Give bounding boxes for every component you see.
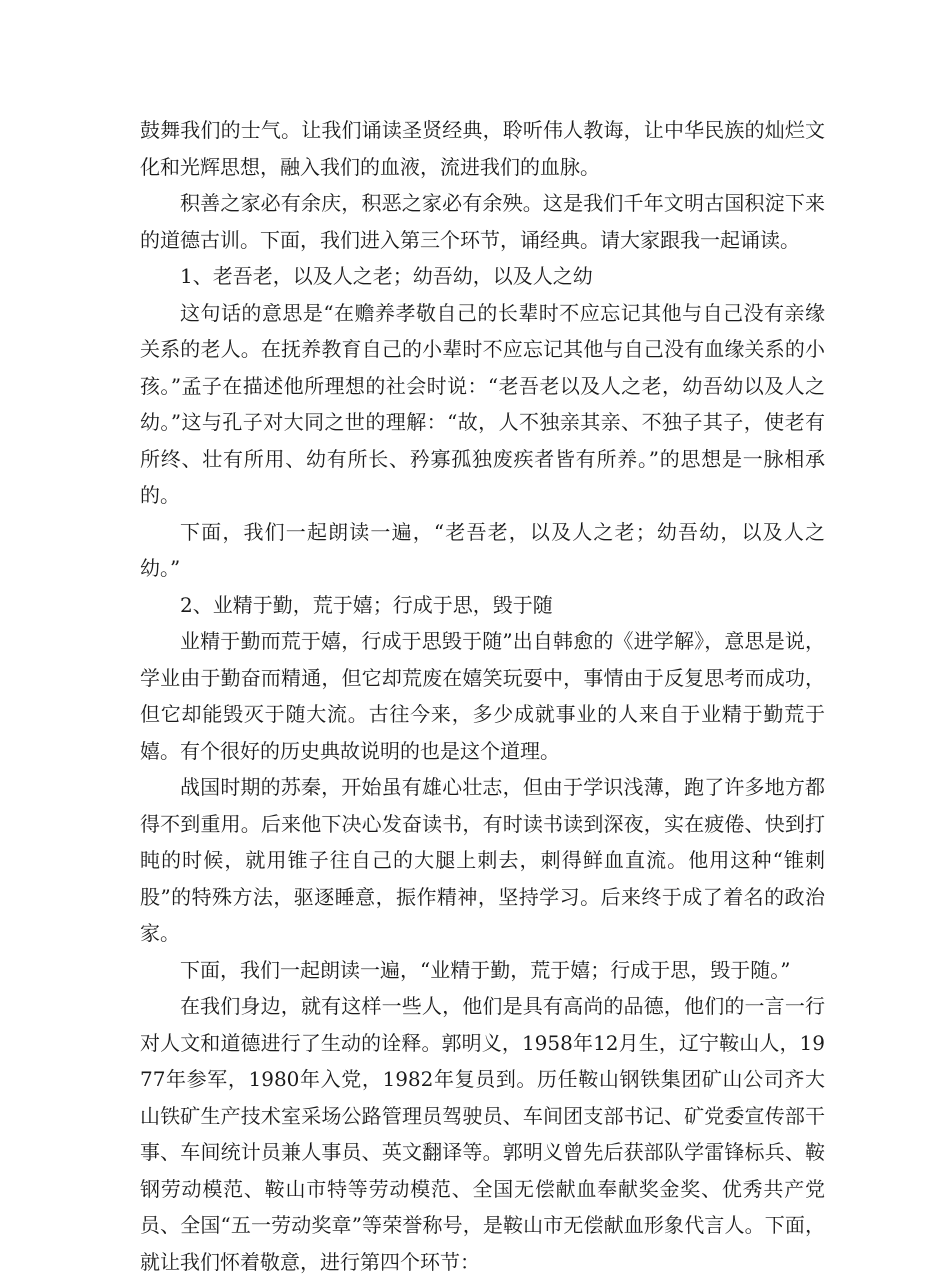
paragraph-explanation-1: 这句话的意思是“在赡养孝敬自己的长辈时不应忘记其他与自己没有亲缘关系的老人。在抚养教育自己的小辈时不应忘记其他与自己没有血缘关系的小孩。”孟子在描述他所理想的社会时说：“老吾老以及人之老，幼吾幼以及人之幼。”这与孔子对大同之世的理解：“故，人不独亲其亲、不独子其子，使老有所终、壮有所用、幼有所长、矜寡孤独废疾者皆有所养。”的思想是一脉相承的。 [140, 300, 825, 507]
paragraph-guo-mingyi: 在我们身边，就有这样一些人，他们是具有高尚的品德，他们的一言一行对人文和道德进行了生动的诠释。郭明义，1958年12月生，辽宁鞍山人，1977年参军，1980年入党，1982年复员到。历任鞍山钢铁集团矿山公司齐大山铁矿生产技术室采场公路管理员驾驶员、车间团支部书记、矿党委宣传部干事、车间统计员兼人事员、英文翻译等。郭明义曾先后获部队学雷锋标兵、鞍钢劳动模范、鞍山市特等劳动模范、全国无偿献血奉献奖金奖、优秀共产党员、全国“五一劳动奖章”等荣誉称号，是鞍山市无偿献血形象代言人。下面，就让我们怀着敬意，进行第四个环节： [140, 994, 825, 1274]
paragraph-story-suqin: 战国时期的苏秦，开始虽有雄心壮志，但由于学识浅薄，跑了许多地方都得不到重用。后来他下决心发奋读书，有时读书读到深夜，实在疲倦、快到打盹的时候，就用锥子往自己的大腿上刺去，刺得鲜血直流。他用这种“锥刺股”的特殊方法，驱逐睡意，振作精神，坚持学习。后来终于成了着名的政治家。 [140, 775, 825, 945]
paragraph-heading-2: 2、业精于勤，荒于嬉；行成于思，毁于随 [180, 592, 553, 617]
document-body [140, 112, 825, 1280]
paragraph-recite-2: 下面，我们一起朗读一遍，“业精于勤，荒于嬉；行成于思，毁于随。” [180, 957, 791, 982]
paragraph-intro-third-section: 积善之家必有余庆，积恶之家必有余殃。这是我们千年文明古国积淀下来的道德古训。下面，我们进入第三个环节，诵经典。请大家跟我一起诵读。 [140, 191, 825, 252]
paragraph-explanation-2: 业精于勤而荒于嬉，行成于思毁于随”出自韩愈的《进学解》，意思是说，学业由于勤奋而精通，但它却荒废在嬉笑玩耍中，事情由于反复思考而成功，但它却能毁灭于随大流。古往今来，多少成就事业的人来自于业精于勤荒于嬉。有个很好的历史典故说明的也是这个道理。 [140, 629, 825, 763]
paragraph-recite-1: 下面，我们一起朗读一遍，“老吾老，以及人之老；幼吾幼，以及人之幼。” [140, 519, 825, 580]
paragraph-heading-1: 1、老吾老，以及人之老；幼吾幼，以及人之幼 [180, 264, 593, 288]
paragraph-continuation: 鼓舞我们的士气。让我们诵读圣贤经典，聆听伟人教诲，让中华民族的灿烂文化和光辉思想，融入我们的血液，流进我们的血脉。 [140, 118, 825, 179]
